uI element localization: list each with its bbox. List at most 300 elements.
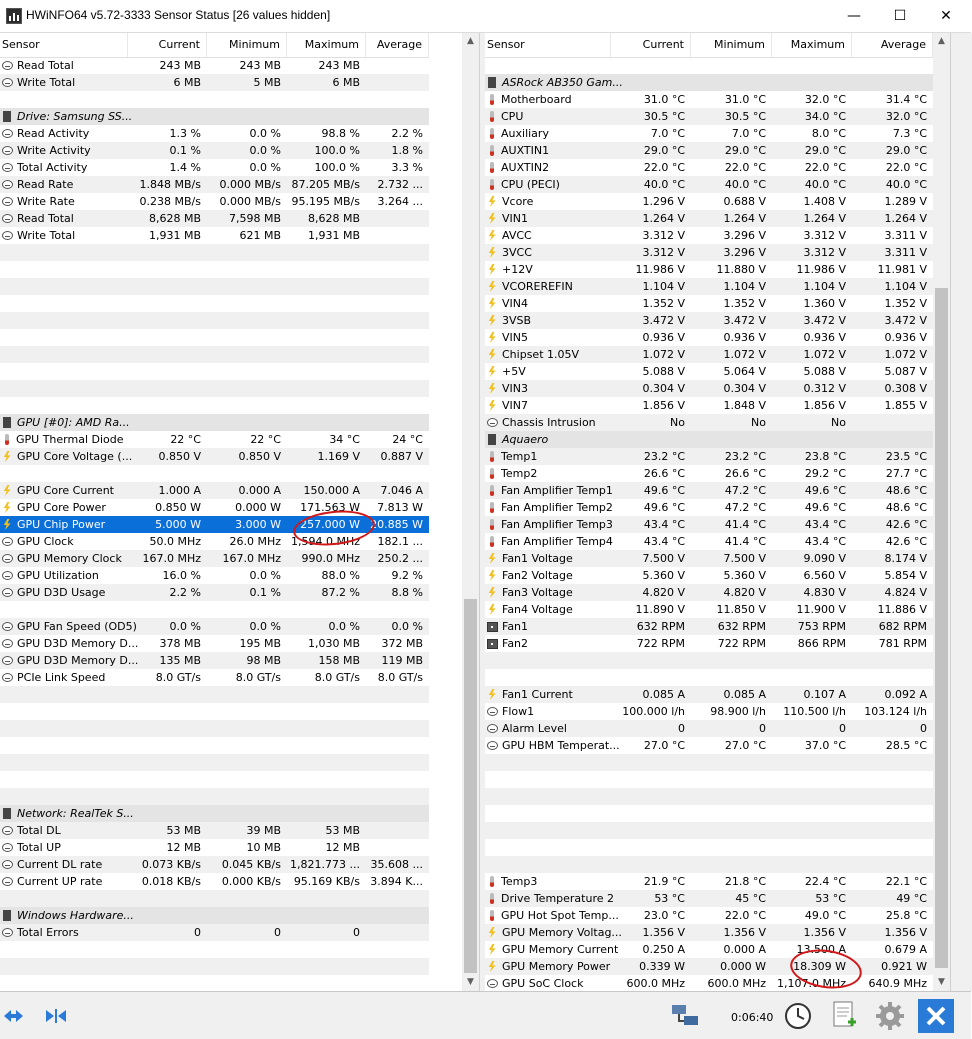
sensor-row[interactable]: [485, 601, 933, 618]
sensor-label: Read Activity: [17, 127, 90, 140]
device-icon: [3, 808, 11, 819]
value-minimum: 47.2 °C: [724, 501, 766, 514]
column-header-minimum[interactable]: Minimum: [207, 33, 287, 57]
value-current: [128, 380, 207, 397]
blank-row: [0, 363, 429, 380]
sensor-label: GPU Thermal Diode: [16, 433, 124, 446]
sensor-name: [0, 159, 128, 176]
value-current: [128, 295, 207, 312]
device-icon: [488, 77, 496, 88]
value-average: [852, 57, 933, 74]
sensor-name: [485, 278, 611, 295]
blank-row: [0, 601, 429, 618]
value-average: 3.311 V: [884, 229, 927, 242]
sensor-row[interactable]: [0, 448, 429, 465]
value-current: [611, 669, 691, 686]
value-average: 1.289 V: [884, 195, 927, 208]
sensor-row[interactable]: [0, 176, 429, 193]
gauge-icon: [2, 231, 13, 240]
sensor-row[interactable]: [0, 516, 429, 533]
sensor-row[interactable]: [485, 890, 933, 907]
lightning-icon: [488, 927, 496, 938]
value-average: [366, 91, 429, 108]
sensor-row[interactable]: [485, 244, 933, 261]
lightning-icon: [488, 349, 496, 360]
scroll-down-arrow-icon[interactable]: ▼: [467, 977, 474, 987]
sensor-row[interactable]: [485, 941, 933, 958]
value-average: 0.921 W: [881, 960, 927, 973]
blank-row: [0, 329, 429, 346]
thermometer-icon: [490, 536, 494, 547]
sensor-row[interactable]: [485, 363, 933, 380]
sensor-row[interactable]: [0, 142, 429, 159]
clock-icon[interactable]: [780, 999, 816, 1033]
value-maximum: 29.2 °C: [804, 467, 846, 480]
sensor-label: GPU Utilization: [17, 569, 99, 582]
value-current: 29.0 °C: [643, 144, 685, 157]
device-icon: [3, 111, 11, 122]
sensor-row[interactable]: [0, 584, 429, 601]
value-minimum: [207, 329, 287, 346]
value-average: 20.885 W: [370, 518, 423, 531]
sensor-label: Aquaero: [502, 433, 549, 446]
value-maximum: 171.563 W: [300, 501, 360, 514]
value-current: 0.238 MB/s: [139, 195, 201, 208]
value-current: [611, 856, 691, 873]
sensor-row[interactable]: [0, 669, 429, 686]
sensor-label: Fan4 Voltage: [502, 603, 573, 616]
right-scrollbar[interactable]: [933, 33, 950, 991]
value-maximum: 3.472 V: [803, 314, 846, 327]
value-current: 1.104 V: [642, 280, 685, 293]
value-current: [611, 431, 691, 448]
value-minimum: 0.045 KB/s: [221, 858, 281, 871]
sensor-row[interactable]: [485, 635, 933, 652]
sensor-row[interactable]: [485, 686, 933, 703]
sensor-row[interactable]: [485, 958, 933, 975]
gauge-icon: [2, 588, 13, 597]
sensor-row[interactable]: [0, 618, 429, 635]
blank-row: [0, 278, 429, 295]
sensor-row[interactable]: [0, 431, 429, 448]
value-current: 8.0 GT/s: [155, 671, 201, 684]
value-current: 49.6 °C: [643, 484, 685, 497]
value-current: 11.986 V: [635, 263, 685, 276]
value-maximum: [287, 686, 366, 703]
sensor-row[interactable]: [485, 380, 933, 397]
sensor-row[interactable]: [0, 635, 429, 652]
blank-row: [485, 652, 933, 669]
value-average: [366, 958, 429, 975]
lightning-icon: [488, 230, 496, 241]
sensor-row[interactable]: [485, 703, 933, 720]
value-maximum: [772, 805, 852, 822]
sensor-group-header[interactable]: [0, 805, 429, 822]
value-maximum: 18.309 W: [793, 960, 846, 973]
value-maximum: [772, 856, 852, 873]
sensor-name: [0, 652, 139, 669]
sensor-row[interactable]: [485, 499, 933, 516]
sensor-name: [0, 618, 137, 635]
value-average: [852, 431, 933, 448]
value-minimum: 22 °C: [250, 433, 281, 446]
value-average: 7.3 °C: [892, 127, 927, 140]
device-icon: [488, 434, 496, 445]
value-maximum: 12 MB: [325, 841, 360, 854]
sensor-row[interactable]: [485, 346, 933, 363]
value-maximum: [287, 975, 366, 992]
value-maximum: [772, 839, 852, 856]
column-header-sensor[interactable]: Sensor: [0, 33, 128, 57]
value-average: 0.887 V: [380, 450, 423, 463]
sensor-row[interactable]: [485, 737, 933, 754]
sensor-label: GPU Chip Power: [17, 518, 106, 531]
sensor-label: Windows Hardware...: [17, 909, 134, 922]
sensor-row[interactable]: [485, 142, 933, 159]
lightning-icon: [488, 604, 496, 615]
sensor-row[interactable]: [485, 720, 933, 737]
sensor-row[interactable]: [485, 91, 933, 108]
value-average: 7.813 W: [377, 501, 423, 514]
sensor-row[interactable]: [0, 839, 429, 856]
sensor-label: Chipset 1.05V: [502, 348, 580, 361]
value-current: [128, 414, 207, 431]
sensor-row[interactable]: [485, 924, 933, 941]
sensor-name: [485, 499, 611, 516]
left-scrollbar[interactable]: [462, 33, 479, 991]
sensor-row[interactable]: [485, 108, 933, 125]
value-maximum: 0: [839, 722, 846, 735]
maximize-button[interactable]: ☐: [893, 8, 907, 24]
value-average: 1.072 V: [884, 348, 927, 361]
sensor-name: [485, 890, 614, 907]
sensor-label: Current UP rate: [17, 875, 103, 888]
sensor-row[interactable]: [485, 125, 933, 142]
sensor-row[interactable]: [0, 57, 429, 74]
sensor-row[interactable]: [485, 210, 933, 227]
lightning-icon: [488, 383, 496, 394]
sensor-row[interactable]: [485, 329, 933, 346]
report-icon[interactable]: [826, 999, 862, 1033]
blank-row: [0, 941, 429, 958]
sensor-label: Network: RealTek S...: [17, 807, 134, 820]
scroll-thumb[interactable]: [935, 288, 948, 968]
value-maximum: [287, 329, 366, 346]
sensor-row[interactable]: [485, 584, 933, 601]
value-current: 0.339 W: [639, 960, 685, 973]
value-current: [128, 244, 207, 261]
sensor-row[interactable]: [0, 210, 429, 227]
sensor-row[interactable]: [485, 312, 933, 329]
blank-row: [0, 958, 429, 975]
lightning-icon: [488, 587, 496, 598]
value-minimum: 39 MB: [246, 824, 281, 837]
blank-row: [0, 380, 429, 397]
collapse-columns-icon[interactable]: [42, 999, 78, 1033]
value-current: [611, 788, 691, 805]
value-minimum: 10 MB: [246, 841, 281, 854]
gauge-icon: [2, 571, 13, 580]
column-header-maximum[interactable]: Maximum: [772, 33, 852, 57]
settings-gear-icon[interactable]: [872, 999, 908, 1033]
scroll-thumb[interactable]: [464, 599, 477, 973]
value-minimum: [207, 278, 287, 295]
value-average: 31.4 °C: [885, 93, 927, 106]
sensor-group-header[interactable]: [0, 108, 429, 125]
value-average: [366, 312, 429, 329]
value-current: 6 MB: [173, 76, 201, 89]
sensor-row[interactable]: [485, 550, 933, 567]
blank-row: [485, 839, 933, 856]
value-minimum: [207, 295, 287, 312]
column-header-average[interactable]: Average: [366, 33, 429, 57]
value-current: 1.356 V: [642, 926, 685, 939]
value-maximum: No: [831, 416, 846, 429]
value-minimum: 0.0 %: [249, 127, 281, 140]
sensor-name: [0, 210, 128, 227]
sensor-name: [0, 176, 128, 193]
value-average: [366, 601, 429, 618]
value-minimum: 8.0 GT/s: [235, 671, 281, 684]
sensor-row[interactable]: [485, 261, 933, 278]
sensor-row[interactable]: [485, 567, 933, 584]
scroll-up-arrow-icon[interactable]: ▲: [938, 36, 945, 46]
sensor-row[interactable]: [485, 278, 933, 295]
value-maximum: 866 RPM: [797, 637, 846, 650]
value-minimum: [207, 465, 287, 482]
value-minimum: 0.1 %: [249, 586, 281, 599]
value-maximum: [287, 278, 366, 295]
close-sensors-icon[interactable]: [918, 999, 954, 1033]
sensor-name: [0, 465, 128, 482]
value-maximum: 34 °C: [329, 433, 360, 446]
sensor-name: [485, 856, 611, 873]
value-average: 1.356 V: [884, 926, 927, 939]
sensor-row[interactable]: [485, 159, 933, 176]
blank-row: [485, 805, 933, 822]
sensor-name: [0, 499, 128, 516]
value-minimum: [691, 652, 772, 669]
column-header-average[interactable]: Average: [852, 33, 933, 57]
value-average: 2.2 %: [391, 127, 423, 140]
value-minimum: 41.4 °C: [724, 518, 766, 531]
sensor-name: [0, 193, 128, 210]
value-current: No: [670, 416, 685, 429]
sensor-name: [0, 669, 128, 686]
scroll-up-arrow-icon[interactable]: ▲: [467, 36, 474, 46]
sensor-name: [485, 397, 611, 414]
sensor-label: Drive Temperature 2: [501, 892, 614, 905]
column-header-row: [485, 33, 933, 58]
sensor-row[interactable]: [485, 295, 933, 312]
minimize-button[interactable]: —: [847, 8, 861, 24]
value-average: [852, 771, 933, 788]
sensor-group-header[interactable]: [485, 431, 933, 448]
sensor-name: [0, 142, 128, 159]
value-current: [128, 91, 207, 108]
sensor-name: [0, 363, 128, 380]
sensor-row[interactable]: [0, 227, 429, 244]
sensor-name: [0, 737, 128, 754]
sensor-row[interactable]: [0, 74, 429, 91]
sensor-name: [0, 720, 128, 737]
sensor-label: +12V: [502, 263, 533, 276]
value-average: [366, 108, 429, 125]
sensor-group-header[interactable]: [0, 414, 429, 431]
sensor-name: [0, 312, 128, 329]
gauge-icon: [2, 843, 13, 852]
value-maximum: 9.090 V: [803, 552, 846, 565]
column-header-current[interactable]: Current: [128, 33, 207, 57]
value-current: 5.000 W: [155, 518, 201, 531]
value-average: 3.894 K...: [370, 875, 423, 888]
value-average: 11.981 V: [877, 263, 927, 276]
sensor-row[interactable]: [485, 907, 933, 924]
blank-row: [0, 91, 429, 108]
sensor-row[interactable]: [0, 652, 429, 669]
sensor-row[interactable]: [0, 550, 429, 567]
gauge-icon: [2, 146, 13, 155]
close-button[interactable]: ✕: [940, 8, 952, 24]
sensor-row[interactable]: [485, 465, 933, 482]
sensor-name: [485, 346, 611, 363]
value-maximum: 23.8 °C: [804, 450, 846, 463]
value-maximum: 87.205 MB/s: [291, 178, 360, 191]
value-current: [128, 958, 207, 975]
sensor-label: Chassis Intrusion: [502, 416, 596, 429]
sensor-label: Temp2: [501, 467, 538, 480]
value-minimum: [207, 703, 287, 720]
sensor-row[interactable]: [485, 176, 933, 193]
sensor-name: [0, 91, 128, 108]
value-current: 135 MB: [159, 654, 201, 667]
sensor-row[interactable]: [0, 533, 429, 550]
sensor-label: ASRock AB350 Gam...: [502, 76, 623, 89]
value-average: 22.1 °C: [885, 875, 927, 888]
value-current: 27.0 °C: [643, 739, 685, 752]
value-minimum: [207, 686, 287, 703]
sensor-row[interactable]: [0, 482, 429, 499]
sensor-row[interactable]: [0, 159, 429, 176]
value-minimum: 29.0 °C: [724, 144, 766, 157]
value-current: 5.088 V: [642, 365, 685, 378]
sensor-name: [0, 567, 128, 584]
value-minimum: 0.0 %: [249, 144, 281, 157]
value-current: 8,628 MB: [148, 212, 201, 225]
sensor-row[interactable]: [485, 618, 933, 635]
network-icon[interactable]: [667, 999, 703, 1033]
sensor-row[interactable]: [485, 975, 933, 992]
sensor-row[interactable]: [485, 533, 933, 550]
value-current: 23.2 °C: [643, 450, 685, 463]
scroll-down-arrow-icon[interactable]: ▼: [938, 977, 945, 987]
sensor-label: Alarm Level: [502, 722, 567, 735]
sensor-row[interactable]: [485, 193, 933, 210]
column-header-maximum[interactable]: Maximum: [287, 33, 366, 57]
value-minimum: 27.0 °C: [724, 739, 766, 752]
sensor-name: [0, 108, 133, 125]
sensor-row[interactable]: [0, 567, 429, 584]
value-current: 0.085 A: [642, 688, 685, 701]
sensor-label: CPU (PECI): [501, 178, 560, 191]
value-average: 1.8 %: [391, 144, 423, 157]
column-header-minimum[interactable]: Minimum: [691, 33, 772, 57]
value-average: 42.6 °C: [885, 535, 927, 548]
value-current: 378 MB: [159, 637, 201, 650]
sensor-row[interactable]: [0, 193, 429, 210]
sensor-label: VIN1: [502, 212, 528, 225]
value-minimum: 1.352 V: [723, 297, 766, 310]
value-minimum: 26.6 °C: [724, 467, 766, 480]
sensor-row[interactable]: [0, 125, 429, 142]
sensor-row[interactable]: [485, 448, 933, 465]
sensor-row[interactable]: [0, 856, 429, 873]
sensor-row[interactable]: [0, 822, 429, 839]
thermometer-icon: [490, 876, 494, 887]
sensor-row[interactable]: [485, 516, 933, 533]
sensor-row[interactable]: [0, 873, 429, 890]
sensor-label: Motherboard: [501, 93, 572, 106]
sensor-row[interactable]: [485, 482, 933, 499]
sensor-name: [0, 244, 128, 261]
value-current: 1,931 MB: [148, 229, 201, 242]
value-current: 0.018 KB/s: [141, 875, 201, 888]
value-minimum: 3.472 V: [723, 314, 766, 327]
value-minimum: 21.8 °C: [724, 875, 766, 888]
value-average: [366, 788, 429, 805]
sensor-group-header[interactable]: [0, 907, 429, 924]
sensor-label: Total UP: [17, 841, 61, 854]
sensor-name: [485, 414, 611, 431]
sensor-name: [0, 550, 128, 567]
sensor-row[interactable]: [0, 924, 429, 941]
value-maximum: [287, 890, 366, 907]
sensor-name: [0, 601, 128, 618]
sensor-name: [485, 91, 611, 108]
sensor-group-header[interactable]: [485, 74, 933, 91]
value-maximum: 37.0 °C: [804, 739, 846, 752]
value-maximum: [772, 788, 852, 805]
value-average: [366, 941, 429, 958]
blank-row: [0, 346, 429, 363]
value-average: [852, 805, 933, 822]
value-maximum: [287, 601, 366, 618]
value-maximum: [287, 737, 366, 754]
sensor-label: Temp3: [501, 875, 538, 888]
value-minimum: 1.848 V: [723, 399, 766, 412]
column-header-sensor[interactable]: Sensor: [485, 33, 611, 57]
value-average: 49 °C: [896, 892, 927, 905]
expand-columns-icon[interactable]: [2, 999, 34, 1033]
value-maximum: 4.830 V: [803, 586, 846, 599]
value-average: 372 MB: [381, 637, 423, 650]
value-average: [852, 822, 933, 839]
sensor-row[interactable]: [485, 397, 933, 414]
sensor-row[interactable]: [0, 499, 429, 516]
sensor-row[interactable]: [485, 873, 933, 890]
value-minimum: 26.0 MHz: [229, 535, 281, 548]
column-header-current[interactable]: Current: [611, 33, 691, 57]
value-current: 21.9 °C: [643, 875, 685, 888]
value-average: 8.174 V: [884, 552, 927, 565]
sensor-row[interactable]: [485, 414, 933, 431]
sensor-row[interactable]: [485, 227, 933, 244]
value-maximum: 32.0 °C: [804, 93, 846, 106]
sensor-name: [0, 448, 133, 465]
value-current: 43.4 °C: [643, 535, 685, 548]
value-maximum: [772, 57, 852, 74]
value-average: [852, 788, 933, 805]
